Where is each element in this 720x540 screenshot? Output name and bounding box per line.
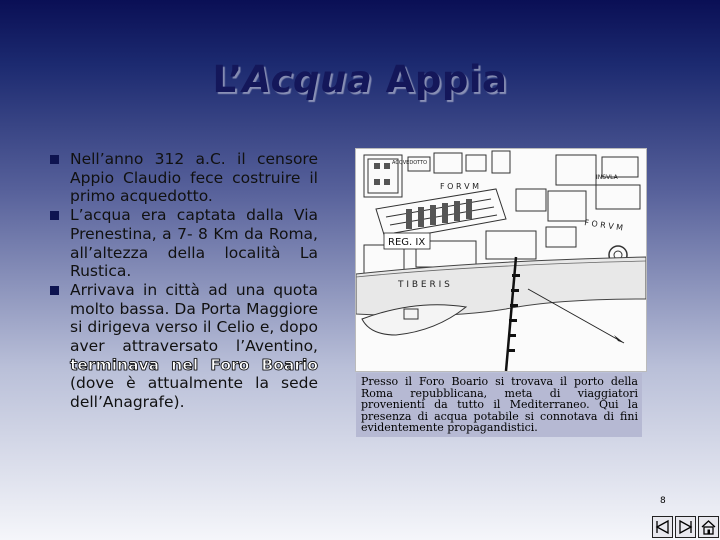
navigation-bar xyxy=(652,516,720,540)
bullet-text-after: (dove è attualmente la sede dell’Anagrafe). xyxy=(70,374,318,412)
map-label-aquedotto: ACQVEDOTTO xyxy=(392,160,428,166)
bullet-list xyxy=(50,150,318,412)
bullet-marker-icon xyxy=(50,286,59,295)
map-label-insula: INSVLA xyxy=(596,174,618,181)
slide-title xyxy=(0,58,720,101)
bullet-item-3 xyxy=(50,281,318,412)
previous-icon xyxy=(654,519,671,535)
home-button[interactable] xyxy=(698,516,719,538)
next-button[interactable] xyxy=(675,516,696,538)
map-image xyxy=(355,148,647,372)
bullet-text: L’acqua era captata dalla Via Prenestina, a 7- 8 Km da Roma, all’altezza della località La Rustica. xyxy=(70,206,318,281)
title-part-2: Appia xyxy=(372,58,508,101)
forum-boarium-map xyxy=(356,149,646,371)
bullet-text: Nell’anno 312 a.C. il censore Appio Claudio fece costruire il primo acquedotto. xyxy=(70,150,318,206)
home-icon xyxy=(700,519,717,535)
map-label-region: REG. IX xyxy=(388,237,426,248)
map-caption: Presso il Foro Boario si trovava il porto della Roma repubblicana, meta di viaggiatori provenienti da tutto il Mediterraneo. Qui la presenza di acqua potabile si connotava di fini evidentemente propagandistici. xyxy=(356,373,642,437)
map-label-forum: F O R V M xyxy=(440,182,480,191)
bullet-text-before: Arrivava in città ad una quota molto bassa. Da Porta Maggiore si dirigeva verso il Celio e, dopo aver attraversato l’Aventino, xyxy=(70,280,318,356)
previous-button[interactable] xyxy=(652,516,673,538)
next-icon xyxy=(677,519,694,535)
bullet-marker-icon xyxy=(50,155,59,164)
title-italic: Acqua xyxy=(242,58,373,101)
bullet-marker-icon xyxy=(50,211,59,220)
bullet-bold-text: terminava nel Foro Boario xyxy=(70,355,318,374)
bullet-item-2 xyxy=(50,206,318,281)
page-number: 8 xyxy=(660,496,666,506)
map-label-tiberis: T I B E R I S xyxy=(398,280,450,290)
map-label-forum-side: F O R V M xyxy=(583,218,624,233)
title-part-1: L’ xyxy=(212,58,243,101)
bullet-item-1 xyxy=(50,150,318,206)
